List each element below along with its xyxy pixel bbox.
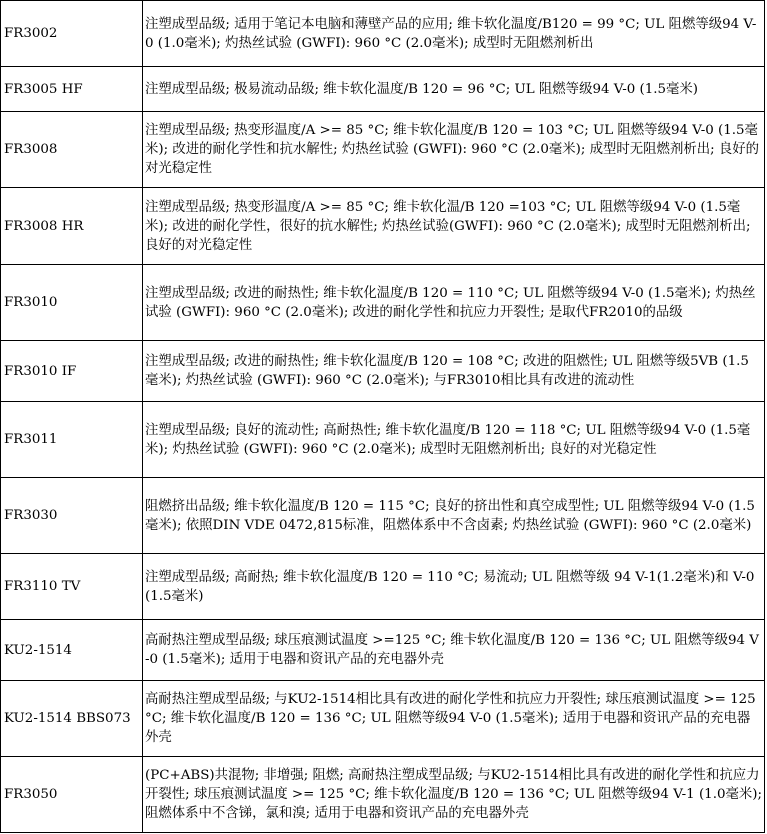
table-row xyxy=(1,188,765,265)
grade-code: KU2-1514 xyxy=(1,620,143,681)
grade-code: KU2-1514 BBS073 xyxy=(1,681,143,757)
grade-code: FR3011 xyxy=(1,402,143,478)
grade-code: FR3008 HR xyxy=(1,188,143,265)
table-row xyxy=(1,757,765,833)
grade-description: 注塑成型品级; 极易流动品级; 维卡软化温度/B 120 = 96 °C; UL 阻燃等级94 V-0 (1.5毫米) xyxy=(143,67,765,112)
grade-code: FR3030 xyxy=(1,478,143,554)
table-row xyxy=(1,1,765,67)
grade-description: 注塑成型品级; 良好的流动性; 高耐热性; 维卡软化温度/B 120 = 118 °C; UL 阻燃等级94 V-0 (1.5毫米); 灼热丝试验 (GWFI): 960 °C (2.0毫米); 成型时无阻燃剂析出; 良好的对光稳定性 xyxy=(143,402,765,478)
table-row xyxy=(1,478,765,554)
grade-description: 阻燃挤出品级; 维卡软化温度/B 120 = 115 °C; 良好的挤出性和真空成型性; UL 阻燃等级94 V-0 (1.5毫米); 依照DIN VDE 0472,815标准，阻燃体系中不含卤素; 灼热丝试验 (GWFI): 960 °C (2.0毫米) xyxy=(143,478,765,554)
table-row xyxy=(1,620,765,681)
grade-description: 注塑成型品级; 适用于笔记本电脑和薄壁产品的应用; 维卡软化温度/B120 = 99 °C; UL 阻燃等级94 V-0 (1.0毫米); 灼热丝试验 (GWFI): 960 °C (2.0毫米); 成型时无阻燃剂析出 xyxy=(143,1,765,67)
table-row xyxy=(1,341,765,402)
grade-description: 注塑成型品级; 改进的耐热性; 维卡软化温度/B 120 = 108 °C; 改进的阻燃性; UL 阻燃等级5VB (1.5毫米); 灼热丝试验 (GWFI): 960 °C (2.0毫米); 与FR3010相比具有改进的流动性 xyxy=(143,341,765,402)
grade-code: FR3050 xyxy=(1,757,143,833)
table-row xyxy=(1,67,765,112)
table-row xyxy=(1,554,765,620)
grade-description: 注塑成型品级; 热变形温度/A >= 85 °C; 维卡软化温/B 120 =103 °C; UL 阻燃等级94 V-0 (1.5毫米); 改进的耐化学性，很好的抗水解性; 灼热丝试验(GWFI): 960 °C (2.0毫米); 成型时无阻燃剂析出; 良好的对光稳定性 xyxy=(143,188,765,265)
table-row xyxy=(1,681,765,757)
grade-description: 注塑成型品级; 高耐热; 维卡软化温度/B 120 = 110 °C; 易流动; UL 阻燃等级 94 V-1(1.2毫米)和 V-0 (1.5毫米) xyxy=(143,554,765,620)
grade-code: FR3010 IF xyxy=(1,341,143,402)
grade-description: 注塑成型品级; 热变形温度/A >= 85 °C; 维卡软化温度/B 120 = 103 °C; UL 阻燃等级94 V-0 (1.5毫米); 改进的耐化学性和抗水解性; 灼热丝试验 (GWFI): 960 °C (2.0毫米); 成型时无阻燃剂析出; 良好的对光稳定性 xyxy=(143,112,765,188)
grade-code: FR3005 HF xyxy=(1,67,143,112)
grade-code: FR3008 xyxy=(1,112,143,188)
grade-description: 高耐热注塑成型品级; 球压痕测试温度 >=125 °C; 维卡软化温度/B 120 = 136 °C; UL 阻燃等级94 V-0 (1.5毫米); 适用于电器和资讯产品的充电器外壳 xyxy=(143,620,765,681)
grade-description: 高耐热注塑成型品级; 与KU2-1514相比具有改进的耐化学性和抗应力开裂性; 球压痕测试温度 >= 125 °C; 维卡软化温度/B 120 = 136 °C; UL 阻燃等级94 V-0 (1.5毫米); 适用于电器和资讯产品的充电器外壳 xyxy=(143,681,765,757)
table-row xyxy=(1,112,765,188)
grade-description: 注塑成型品级; 改进的耐热性; 维卡软化温度/B 120 = 110 °C; UL 阻燃等级94 V-0 (1.5毫米); 灼热丝试验 (GWFI): 960 °C (2.0毫米); 改进的耐化学性和抗应力开裂性; 是取代FR2010的品级 xyxy=(143,265,765,341)
grade-code: FR3002 xyxy=(1,1,143,67)
grade-description: (PC+ABS)共混物; 非增强; 阻燃; 高耐热注塑成型品级; 与KU2-1514相比具有改进的耐化学性和抗应力开裂性; 球压痕测试温度 >= 125 °C; 维卡软化温度/B 120 = 136 °C; UL 阻燃等级94 V-1 (1.0毫米); 阻燃体系中不含锑，氯和溴; 适用于电器和资讯产品的充电器外壳 xyxy=(143,757,765,833)
grade-code: FR3110 TV xyxy=(1,554,143,620)
table-row xyxy=(1,402,765,478)
grade-code: FR3010 xyxy=(1,265,143,341)
table-row xyxy=(1,265,765,341)
